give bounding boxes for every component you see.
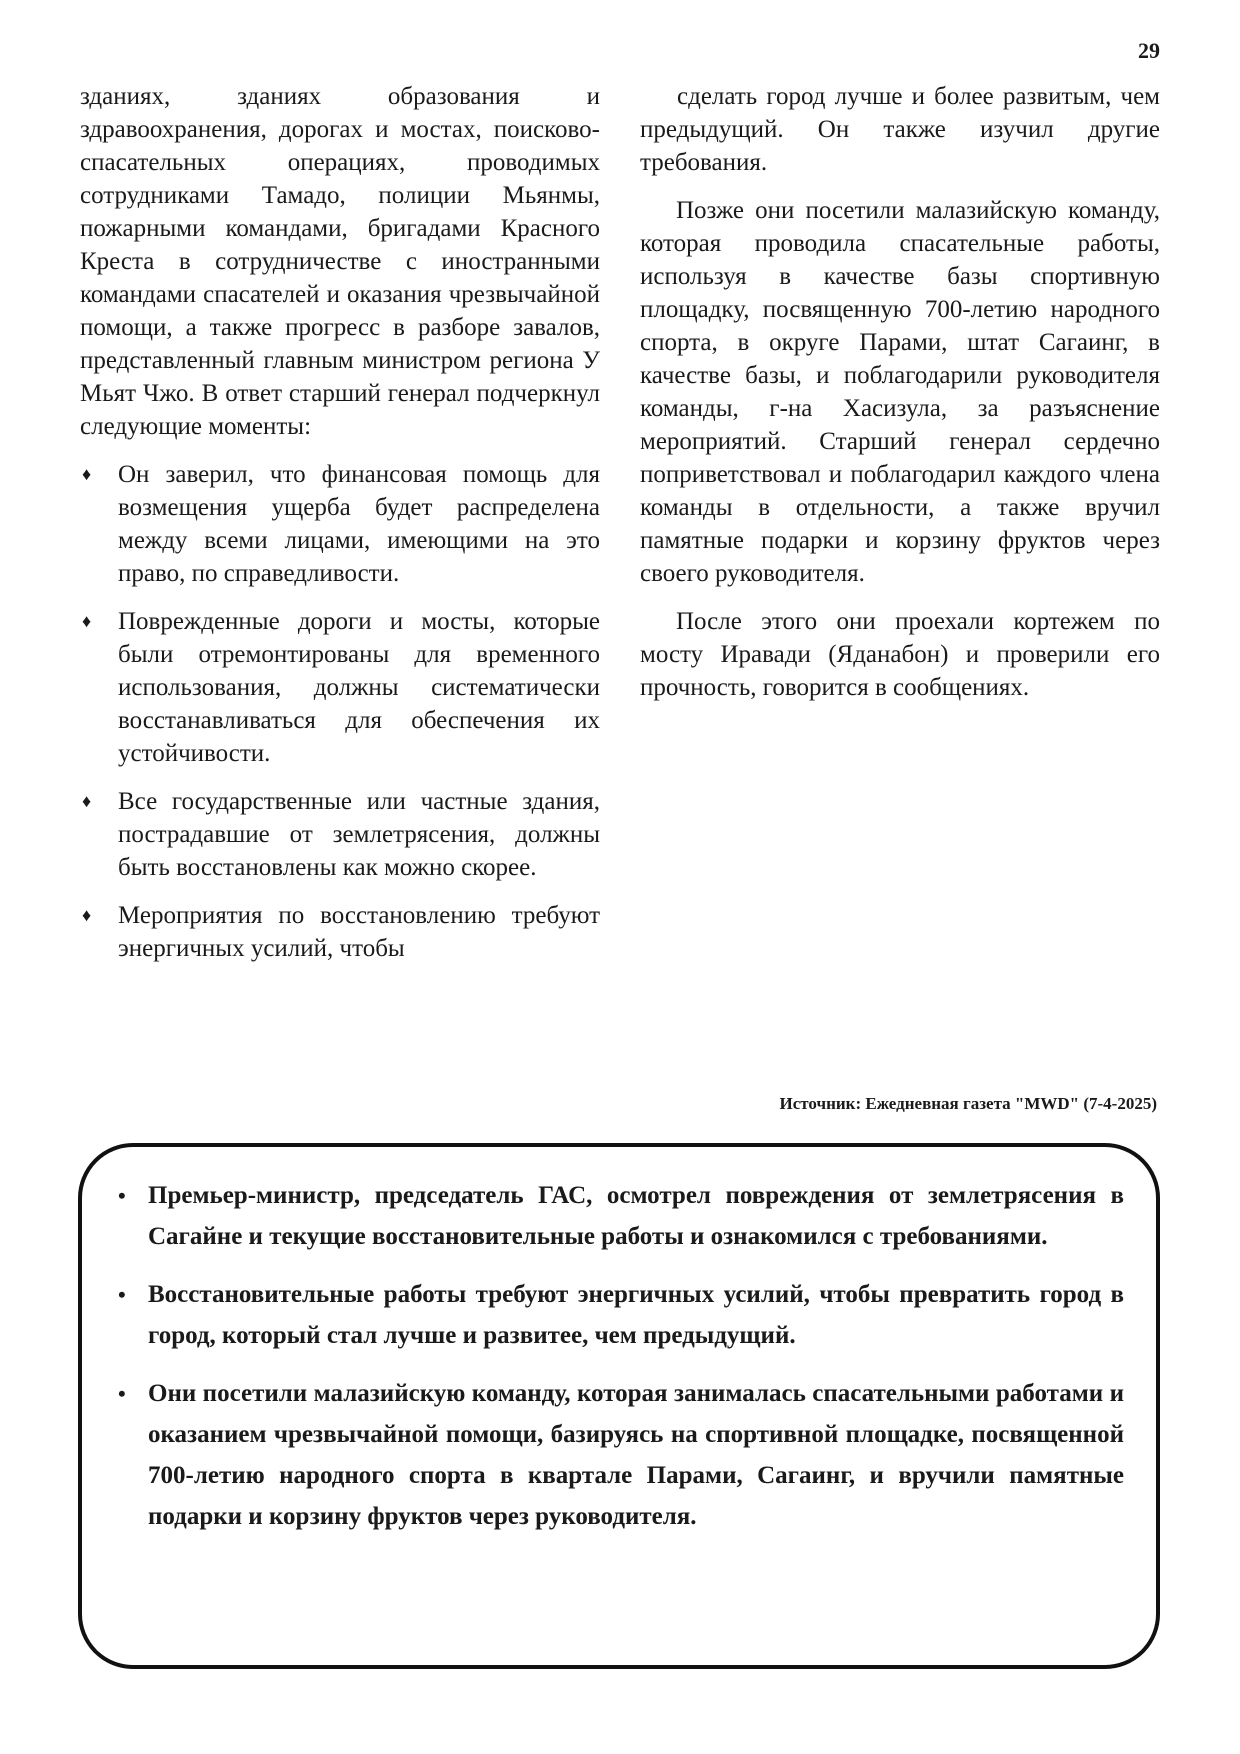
summary-item-text: Они посетили малазийскую команду, которая занималась спасательными работами и оказанием чрезвычайной помощи, базируясь на спортивной площадке, посвященной 700-летию народного спорта в квартале Парами, Сагаинг, и вручили памятные подарки и корзину фруктов через руководителя. [148,1380,1124,1530]
summary-item-text: Премьер-министр, председатель ГАС, осмотрел повреждения от землетрясения в Сагайне и текущие восстановительные работы и ознакомился с требованиями. [148,1182,1124,1250]
list-item-text: Поврежденные дороги и мосты, которые были отремонтированы для временного использования, должны систематически восстанавливаться для обеспечения их устойчивости. [118,608,600,767]
left-column [80,80,600,980]
list-item [80,899,600,965]
bullet-icon: • [118,1282,126,1307]
body-paragraph: После этого они проехали кортежем по мосту Иравади (Яданабон) и проверили его прочность, говорится в сообщениях. [640,608,1160,701]
summary-item [110,1373,1124,1537]
list-item [80,605,600,770]
bullet-icon: • [118,1183,126,1208]
diamond-bullet-icon: ♦ [82,464,92,484]
list-item [80,785,600,884]
bullet-icon: • [118,1381,126,1406]
summary-item [110,1274,1124,1356]
right-column [640,80,1160,719]
summary-item-text: Восстановительные работы требуют энергичных усилий, чтобы превратить город в город, который стал лучше и развитее, чем предыдущий. [148,1281,1124,1349]
diamond-bullet-icon: ♦ [82,611,92,631]
diamond-bullet-icon: ♦ [82,791,92,811]
body-paragraph: зданиях, зданиях образования и здравоохранения, дорогах и мостах, поисково-спасательных операциях, проводимых сотрудниками Тамадо, полиции Мьянмы, пожарными командами, бригадами Красного Креста в сотрудничестве с иностранными командами спасателей и оказания чрезвычайной помощи, а также прогресс в разборе завалов, представленный главным министром региона У Мьят Чжо. В ответ старший генерал подчеркнул следующие моменты: [80,83,600,440]
summary-item [110,1175,1124,1257]
list-item-text: Все государственные или частные здания, пострадавшие от землетрясения, должны быть восстановлены как можно скорее. [118,788,600,881]
body-paragraph: Позже они посетили малазийскую команду, которая проводила спасательные работы, используя в качестве базы спортивную площадку, посвященную 700-летию народного спорта, в округе Парами, штат Сагаинг, в качестве базы, и поблагодарили руководителя команды, г-на Хасизула, за разъяснение мероприятий. Старший генерал сердечно поприветствовал и поблагодарил каждого члена команды в отдельности, а также вручил памятные подарки и корзину фруктов через своего руководителя. [640,197,1160,587]
diamond-bullet-icon: ♦ [82,905,92,925]
source-citation: Источник: Ежедневная газета "MWD" (7-4-2025) [779,1094,1157,1113]
list-item [80,458,600,590]
bullet-list [80,458,600,965]
summary-list [82,1147,1156,1537]
body-paragraph: сделать город лучше и более развитым, чем предыдущий. Он также изучил другие требования. [640,83,1160,176]
summary-box [78,1143,1160,1669]
list-item-text: Он заверил, что финансовая помощь для возмещения ущерба будет распределена между всеми лицами, имеющими на это право, по справедливости. [118,461,600,587]
list-item-text: Мероприятия по восстановлению требуют энергичных усилий, чтобы [118,902,600,962]
page-number: 29 [1138,38,1160,63]
